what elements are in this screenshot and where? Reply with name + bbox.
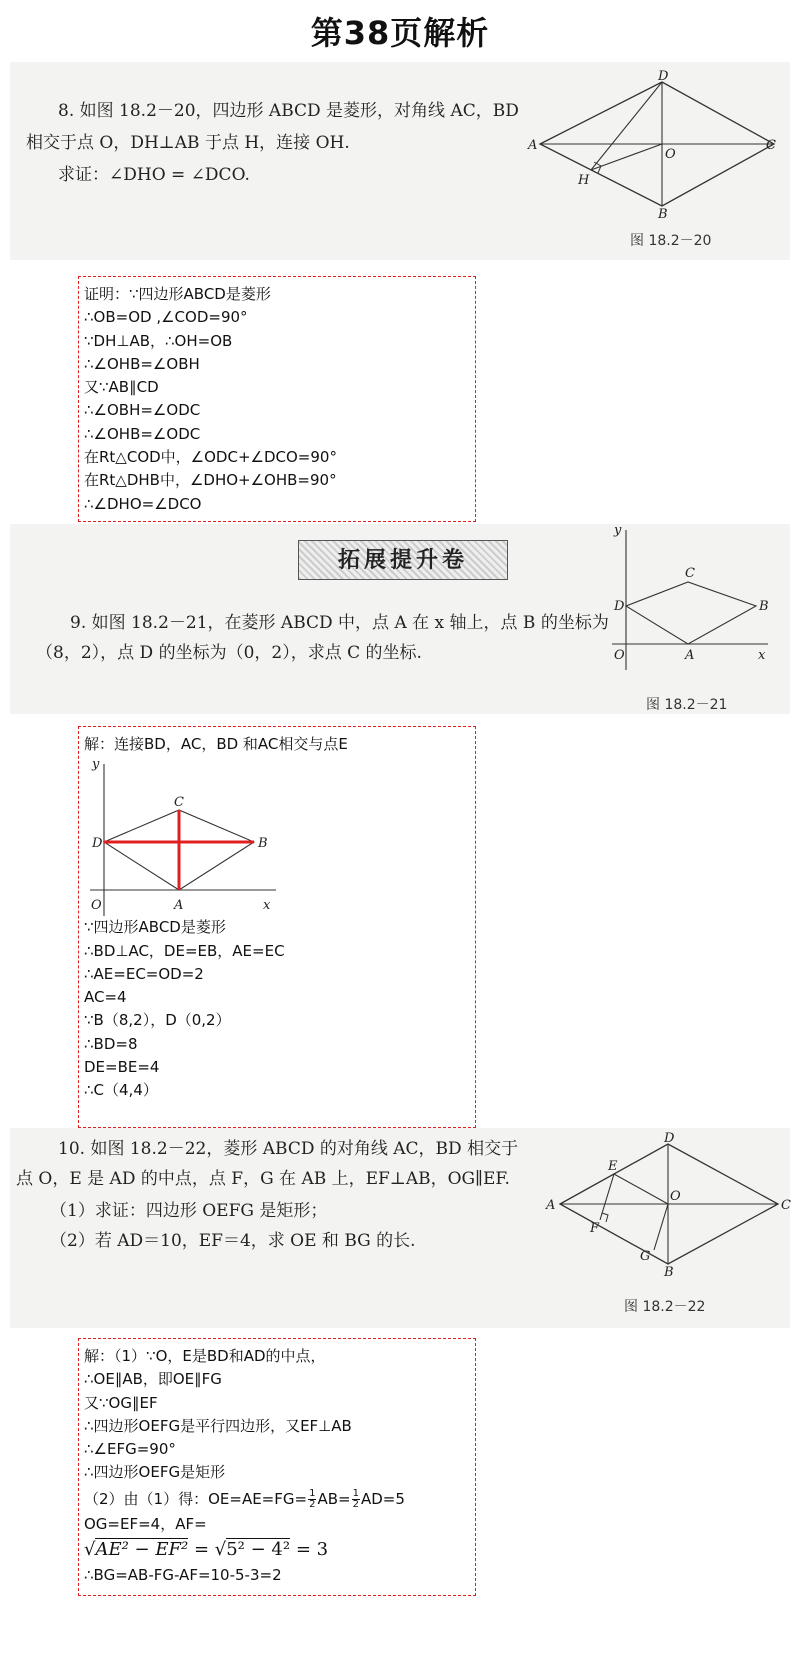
section-banner: 拓展提升卷 xyxy=(298,540,508,580)
answer8-line: ∴∠DHO=∠DCO xyxy=(84,494,202,513)
label-a: A xyxy=(174,898,184,914)
sqrt-expression-2: 5² − 4² xyxy=(226,1539,291,1561)
question-8-scan xyxy=(10,62,790,260)
q8-line-1: 8. 如图 18.2－20，四边形 ABCD 是菱形，对角线 AC，BD xyxy=(58,101,519,121)
frac-denominator: 2 xyxy=(309,1498,316,1510)
answer8-line: ∴∠OHB=∠ODC xyxy=(84,424,201,443)
label-b: B xyxy=(759,599,769,614)
right-angle-mark xyxy=(602,1213,608,1222)
answer9-line: ∵四边形ABCD是菱形 xyxy=(84,918,226,937)
label-o: O xyxy=(614,648,625,663)
q9-caption: 图 18.2－21 xyxy=(646,697,728,713)
label-o: O xyxy=(91,898,102,914)
answer9-line: ∴BD=8 xyxy=(84,1034,138,1053)
answer10-part2 xyxy=(84,1485,475,1513)
answer-9-box xyxy=(78,726,476,1128)
frac-denominator: 2 xyxy=(352,1498,359,1510)
segment-og xyxy=(654,1204,668,1250)
figure-18-2-21 xyxy=(608,522,780,682)
label-o: O xyxy=(665,147,676,162)
figure-18-2-22 xyxy=(546,1128,790,1278)
answer9-line: AC=4 xyxy=(84,988,127,1007)
sqrt-sign-icon: √ xyxy=(84,1539,96,1561)
answer10-line: 又∵OG∥EF xyxy=(84,1393,158,1412)
sqrt-sign-icon: √ xyxy=(214,1539,227,1561)
question-10-scan xyxy=(10,1128,790,1328)
q10-line-2: 点 O，E 是 AD 的中点，点 F，G 在 AB 上，EF⊥AB，OG∥EF. xyxy=(16,1169,510,1189)
label-b: B xyxy=(258,836,268,852)
answer-10-box xyxy=(78,1338,476,1596)
axis-label-y: y xyxy=(614,523,622,538)
q10-line-1: 10. 如图 18.2－22，菱形 ABCD 的对角线 AC，BD 相交于 xyxy=(58,1139,519,1159)
frac-numerator: 1 xyxy=(309,1487,316,1499)
answer8-line: 在Rt△COD中，∠ODC+∠DCO=90° xyxy=(84,448,337,467)
answer10-line: ∴四边形OEFG是平行四边形，又EF⊥AB xyxy=(84,1416,352,1435)
question-9-text xyxy=(10,600,609,670)
answer8-line: ∴OB=OD ,∠COD=90° xyxy=(84,308,248,327)
label-d: D xyxy=(614,599,625,614)
figure-18-2-20 xyxy=(530,70,780,220)
answer10-line: ∴OE∥AB，即OE∥FG xyxy=(84,1370,222,1389)
answer8-line: 在Rt△DHB中，∠DHO+∠OHB=90° xyxy=(84,471,337,490)
part2-prefix: （2）由（1）得：OE=AE=FG= xyxy=(84,1489,308,1508)
label-c: C xyxy=(685,566,695,581)
segment-oe xyxy=(614,1174,668,1204)
answer10-final: ∴BG=AB-FG-AF=10-5-3=2 xyxy=(84,1566,282,1585)
frac-numerator: 1 xyxy=(352,1487,359,1499)
q9-line-2: （8，2），点 D 的坐标为（0，2），求点 C 的坐标. xyxy=(36,643,422,663)
label-b: B xyxy=(664,1265,674,1280)
answer8-line: ∴∠OHB=∠OBH xyxy=(84,354,200,373)
label-a: A xyxy=(528,138,538,153)
sqrt-expression-1: AE² − EF² xyxy=(95,1539,189,1561)
label-b: B xyxy=(658,207,668,222)
answer9-line: ∴C（4,4） xyxy=(84,1081,158,1100)
answer10-line: ∴∠EFG=90° xyxy=(84,1440,176,1459)
answer8-line: ∴∠OBH=∠ODC xyxy=(84,401,201,420)
label-d: D xyxy=(664,1131,675,1146)
answer-8-box xyxy=(78,276,476,522)
label-g: G xyxy=(640,1249,651,1264)
axis-label-x: x xyxy=(263,898,271,914)
label-a: A xyxy=(546,1198,556,1213)
q10-line-3: （1）求证：四边形 OEFG 是矩形； xyxy=(50,1201,328,1221)
answer9-line: ∴BD⊥AC，DE=EB，AE=EC xyxy=(84,941,285,960)
answer9-line: ∴AE=EC=OD=2 xyxy=(84,964,204,983)
answer10-line: 解：（1）∵O，E是BD和AD的中点， xyxy=(84,1347,326,1365)
q10-line-4: （2）若 AD＝10，EF＝4，求 OE 和 BG 的长. xyxy=(50,1231,416,1251)
answer9-figure xyxy=(86,756,286,916)
answer10-line: ∴四边形OEFG是矩形 xyxy=(84,1463,226,1482)
rhombus-abcd-fig21 xyxy=(626,582,756,644)
sqrt-result: = 3 xyxy=(290,1539,329,1561)
answer8-line: 证明：∵四边形ABCD是菱形 xyxy=(84,285,271,303)
part2-suffix: AD=5 xyxy=(360,1489,405,1508)
label-e: E xyxy=(608,1159,618,1174)
q8-line-2: 相交于点 O，DH⊥AB 于点 H，连接 OH. xyxy=(26,133,350,153)
page-title: 第38页解析 xyxy=(310,14,490,52)
label-c: C xyxy=(781,1198,791,1213)
fraction-half xyxy=(308,1489,316,1510)
label-c: C xyxy=(766,138,776,153)
label-d: D xyxy=(92,836,103,852)
q8-line-3: 求证：∠DHO = ∠DCO. xyxy=(58,165,250,185)
q10-caption: 图 18.2－22 xyxy=(624,1299,706,1315)
axis-label-x: x xyxy=(758,648,766,663)
q8-caption: 图 18.2－20 xyxy=(630,233,712,249)
equals-sign: = xyxy=(188,1539,215,1561)
answer10-og-line: OG=EF=4，AF= xyxy=(84,1514,207,1533)
answer8-line: 又∵AB∥CD xyxy=(84,378,159,397)
label-a: A xyxy=(685,648,695,663)
answer8-line: ∵DH⊥AB，∴OH=OB xyxy=(84,331,233,350)
label-h: H xyxy=(578,173,590,188)
answer9-intro: 解：连接BD，AC，BD 和AC相交与点E xyxy=(84,735,348,753)
label-c: C xyxy=(174,795,184,811)
label-o: O xyxy=(670,1189,681,1204)
label-f: F xyxy=(590,1221,600,1236)
answer10-sqrt-line xyxy=(84,1536,475,1564)
fraction-half xyxy=(352,1489,360,1510)
answer9-line: ∵B（8,2），D（0,2） xyxy=(84,1011,231,1030)
part2-mid: AB= xyxy=(317,1489,351,1508)
answer9-line: DE=BE=4 xyxy=(84,1058,160,1077)
axis-label-y: y xyxy=(92,757,100,773)
q9-line-1: 9. 如图 18.2－21，在菱形 ABCD 中，点 A 在 x 轴上，点 B 的坐标为 xyxy=(70,613,609,633)
label-d: D xyxy=(658,69,669,84)
